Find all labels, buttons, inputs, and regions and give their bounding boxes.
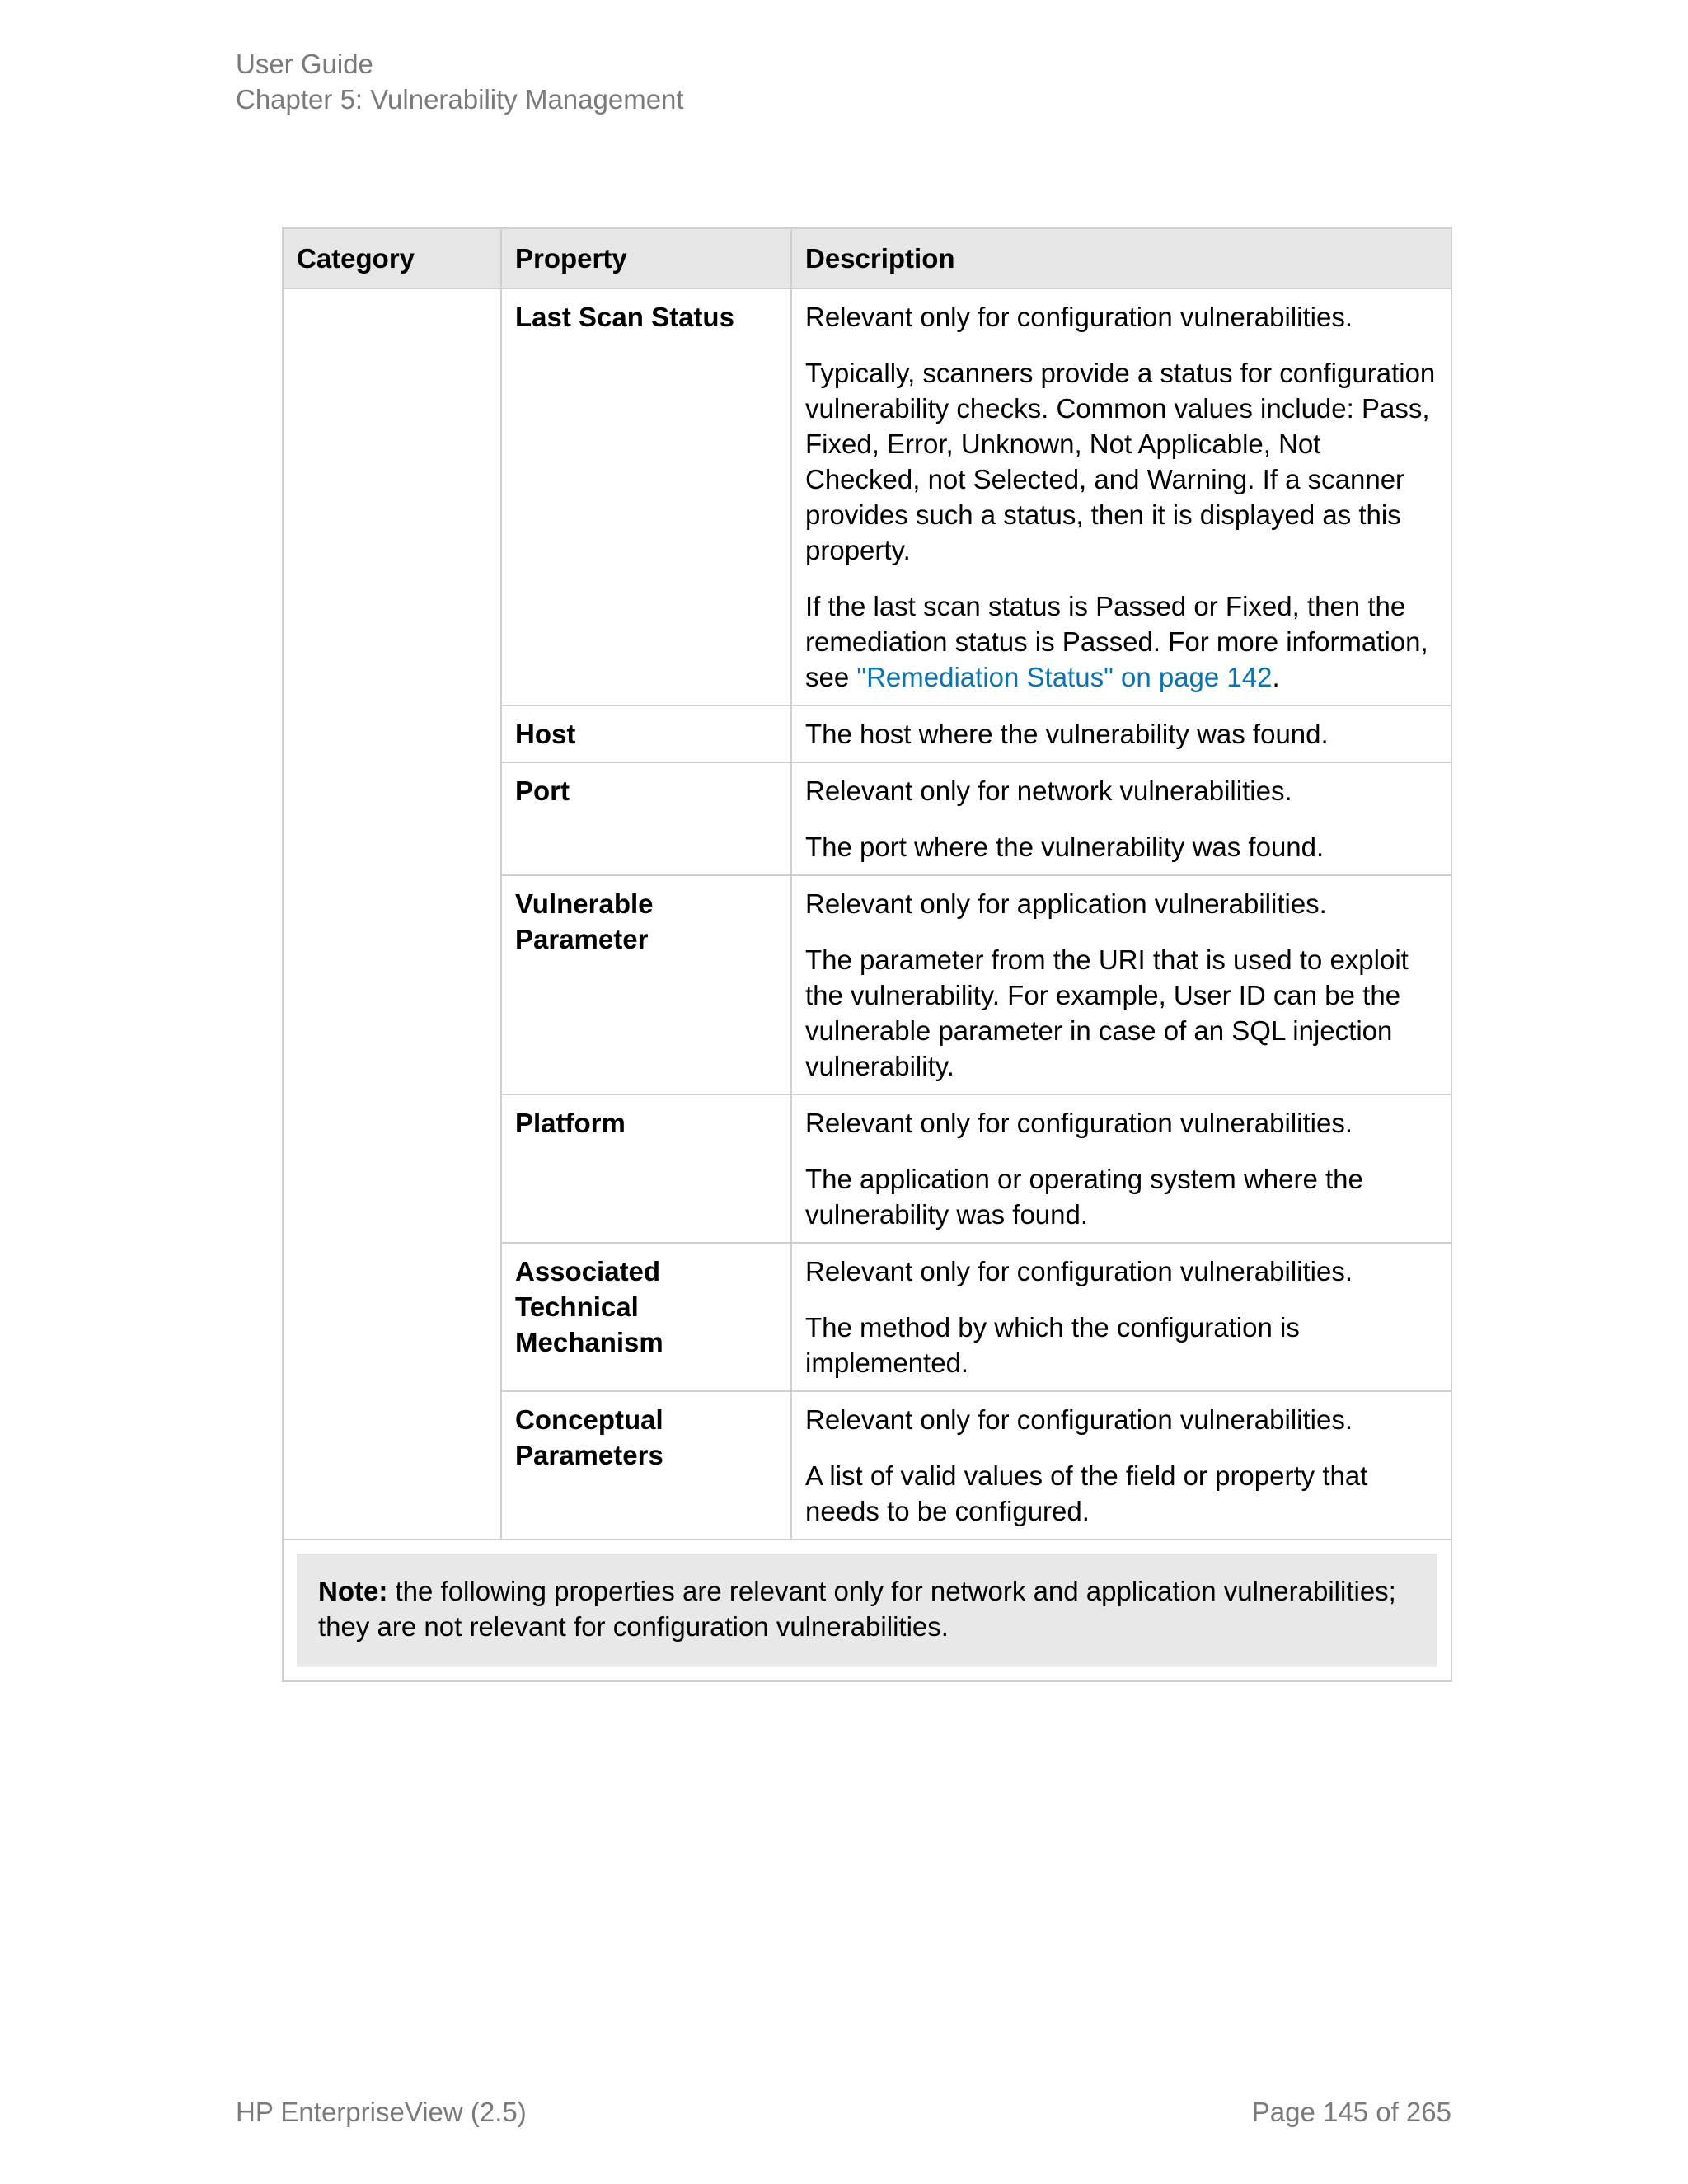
property-cell: Associated Technical Mechanism (501, 1243, 791, 1391)
header-description: Description (791, 228, 1451, 288)
note-row (283, 1540, 1451, 1681)
description-paragraph: The application or operating system where the vulnerability was found. (805, 1164, 1363, 1230)
description-cell (791, 288, 1451, 705)
description-paragraph: Relevant only for network vulnerabilities. (805, 776, 1292, 806)
description-paragraph: The parameter from the URI that is used to exploit the vulnerability. For example, User ID can be the vulnerable parameter in case of an SQL injection vulnerability. (805, 944, 1409, 1081)
property-cell: Port (501, 762, 791, 875)
description-text: If the last scan status is Passed or Fixed, then the remediation status is Passed. For more information, see (805, 591, 1428, 692)
property-cell: Platform (501, 1094, 791, 1243)
table-row (283, 288, 1451, 705)
remediation-status-link[interactable]: "Remediation Status" on page 142 (856, 662, 1273, 692)
footer-product: HP EnterpriseView (2.5) (236, 2097, 527, 2127)
note-label: Note: (318, 1576, 388, 1606)
description-paragraph: Relevant only for configuration vulnerabilities. (805, 1108, 1353, 1138)
note-text: the following properties are relevant only for network and application vulnerabilities; they are not relevant for configuration vulnerabilities. (318, 1576, 1396, 1642)
description-paragraph: Typically, scanners provide a status for configuration vulnerability checks. Common values include: Pass, Fixed, Error, Unknown, Not Applicable, Not Checked, not Selected, and Warning. If a scanner provides such a status, then it is displayed as this property. (805, 358, 1436, 565)
chapter-title: Chapter 5: Vulnerability Management (236, 84, 684, 115)
table-header-row (283, 228, 1451, 288)
description-cell (791, 762, 1451, 875)
description-cell (791, 705, 1451, 762)
description-cell (791, 1391, 1451, 1540)
property-cell: Host (501, 705, 791, 762)
description-paragraph (805, 588, 1437, 695)
description-paragraph: Relevant only for configuration vulnerabilities. (805, 1404, 1353, 1435)
header-property: Property (501, 228, 791, 288)
description-paragraph: Relevant only for configuration vulnerabilities. (805, 302, 1353, 332)
note-cell (283, 1540, 1451, 1681)
description-cell (791, 875, 1451, 1094)
description-paragraph: The port where the vulnerability was found. (805, 832, 1325, 862)
description-cell (791, 1094, 1451, 1243)
property-cell: Last Scan Status (501, 288, 791, 705)
note-box (297, 1554, 1437, 1667)
description-cell (791, 1243, 1451, 1391)
page-header (236, 46, 684, 117)
description-text: . (1272, 662, 1280, 692)
description-paragraph: The method by which the configuration is implemented. (805, 1312, 1300, 1378)
description-paragraph: Relevant only for application vulnerabilities. (805, 888, 1327, 919)
category-cell (283, 288, 501, 1540)
properties-table (282, 227, 1452, 1682)
footer-page-number: Page 145 of 265 (1251, 2097, 1451, 2127)
header-category: Category (283, 228, 501, 288)
description-paragraph: A list of valid values of the field or property that needs to be configured. (805, 1460, 1368, 1526)
description-paragraph: Relevant only for configuration vulnerabilities. (805, 1256, 1353, 1286)
property-cell: Conceptual Parameters (501, 1391, 791, 1540)
description-paragraph: The host where the vulnerability was found. (805, 719, 1329, 749)
property-cell: Vulnerable Parameter (501, 875, 791, 1094)
doc-title: User Guide (236, 49, 373, 79)
